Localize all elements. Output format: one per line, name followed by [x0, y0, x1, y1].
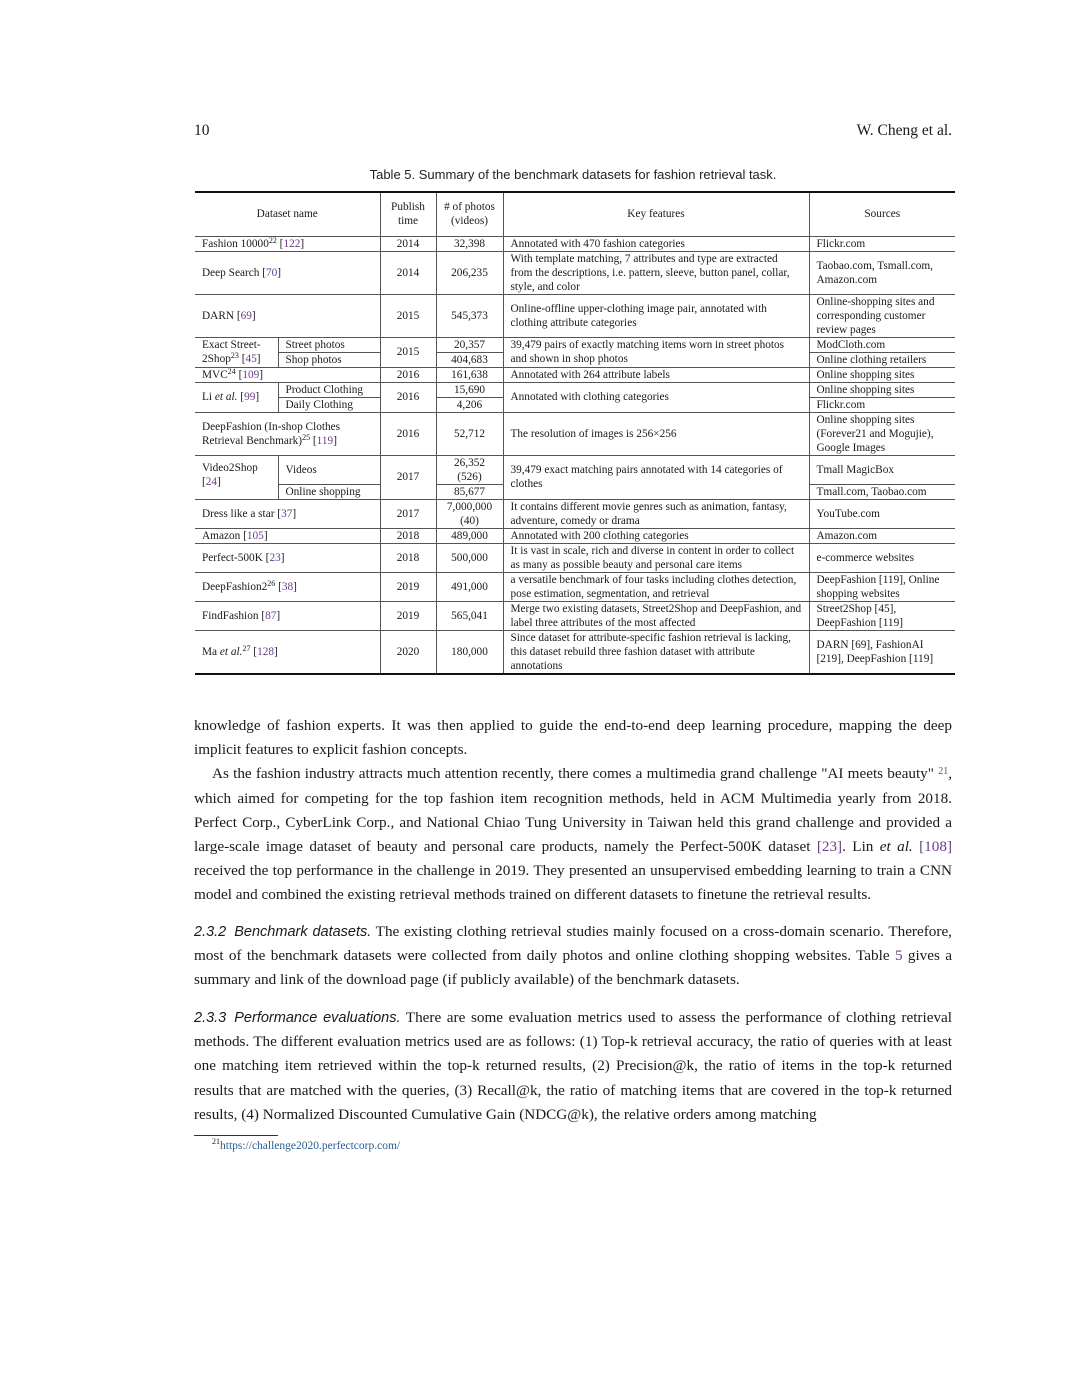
- sources: DARN [69], FashionAI [219], DeepFashion [119]: [809, 630, 955, 674]
- col-header-features: Key features: [503, 192, 809, 236]
- citation-link[interactable]: [108]: [919, 838, 953, 856]
- table-row: [195, 499, 955, 528]
- subset-label: Daily Clothing: [278, 397, 380, 412]
- subset-label: Street photos: [278, 337, 380, 352]
- publish-year: 2015: [380, 294, 436, 337]
- dataset-name: Ma et al.$^{27}$ [128]: [195, 630, 380, 674]
- table-row: [195, 236, 955, 251]
- photo-count: 52,712: [436, 412, 503, 455]
- citation-link[interactable]: 119: [316, 434, 334, 447]
- citation-link[interactable]: 128: [257, 645, 275, 658]
- key-features: Annotated with 470 fashion categories: [503, 236, 809, 251]
- citation-link[interactable]: 109: [242, 368, 260, 381]
- citation-link[interactable]: 37: [281, 507, 293, 520]
- sources: Online shopping sites (Forever21 and Mogujie), Google Images: [809, 412, 955, 455]
- dataset-name: DARN [69]: [195, 294, 380, 337]
- key-features: Online-offline upper-clothing image pair, annotated with clothing attribute categories: [503, 294, 809, 337]
- table-row: [195, 455, 955, 484]
- key-features: Annotated with 264 attribute labels: [503, 367, 809, 382]
- key-features: Since dataset for attribute-specific fashion retrieval is lacking, this dataset rebuild three fashion dataset with attribute annotations: [503, 630, 809, 674]
- col-header-photos: # of photos (videos): [436, 192, 503, 236]
- key-features: It contains different movie genres such as animation, fantasy, adventure, comedy or drama: [503, 499, 809, 528]
- key-features: Merge two existing datasets, Street2Shop and DeepFashion, and label three attributes of the most affected: [503, 601, 809, 630]
- key-features: a versatile benchmark of four tasks including clothes detection, pose estimation, segmentation, and retrieval: [503, 572, 809, 601]
- publish-year: 2017: [380, 455, 436, 499]
- publish-year: 2017: [380, 499, 436, 528]
- publish-year: 2014: [380, 251, 436, 294]
- table-ref-link[interactable]: 5: [894, 947, 903, 965]
- publish-year: 2018: [380, 528, 436, 543]
- photo-count: 20,357: [436, 337, 503, 352]
- citation-link[interactable]: 45: [245, 353, 257, 365]
- sources: Online clothing retailers: [809, 352, 955, 367]
- photo-count: 565,041: [436, 601, 503, 630]
- key-features: 39,479 pairs of exactly matching items worn in street photos and shown in shop photos: [503, 337, 809, 367]
- page-number: 10: [194, 122, 210, 139]
- subset-label: Product Clothing: [278, 382, 380, 397]
- sources: YouTube.com: [809, 499, 955, 528]
- section-title: Performance evaluations.: [234, 1010, 401, 1026]
- citation-link[interactable]: 122: [283, 237, 301, 250]
- footnote-link[interactable]: https://challenge2020.perfectcorp.com/: [220, 1140, 401, 1152]
- dataset-name: MVC$^{24}$ [109]: [195, 367, 380, 382]
- citation-link[interactable]: 23: [269, 551, 281, 564]
- table-row: [195, 294, 955, 337]
- sources: Online shopping sites: [809, 382, 955, 397]
- photo-count: 15,690: [436, 382, 503, 397]
- publish-year: 2016: [380, 367, 436, 382]
- subset-label: Online shopping: [278, 484, 380, 499]
- benchmark-table: [195, 191, 955, 675]
- sources: Tmall.com, Taobao.com: [809, 484, 955, 499]
- citation-link[interactable]: 69: [240, 309, 252, 322]
- photo-count: 404,683: [436, 352, 503, 367]
- sources: Online shopping sites: [809, 367, 955, 382]
- dataset-name: $DeepFashion2^{26}$ [38]: [195, 572, 380, 601]
- photo-count: 85,677: [436, 484, 503, 499]
- body-section: [194, 714, 952, 908]
- dataset-name: FindFashion [87]: [195, 601, 380, 630]
- footnote-divider: [194, 1135, 278, 1136]
- photo-count: 7,000,000 (40): [436, 499, 503, 528]
- photo-count: 4,206: [436, 397, 503, 412]
- paragraph: 2.3.2 Benchmark datasets. The existing clothing retrieval studies mainly focused on a cross-domain scenario. Therefore, most of the benchmark datasets were collected from daily photos and online clothing shopping websites. Table 5 gives a summary and link of the download page (if publicly available) of the benchmark datasets.: [194, 923, 952, 989]
- footnote: [212, 1137, 401, 1152]
- dataset-name: Perfect-500K [23]: [195, 543, 380, 572]
- photo-count: 161,638: [436, 367, 503, 382]
- publish-year: 2014: [380, 236, 436, 251]
- photo-count: 545,373: [436, 294, 503, 337]
- photo-count: 500,000: [436, 543, 503, 572]
- key-features: The resolution of images is 256×256: [503, 412, 809, 455]
- publish-year: 2018: [380, 543, 436, 572]
- table-row: [195, 382, 955, 397]
- sources: ModCloth.com: [809, 337, 955, 352]
- col-header-sources: Sources: [809, 192, 955, 236]
- key-features: With template matching, 7 attributes and type are extracted from the descriptions, i.e. pattern, sleeve, button panel, collar, style, and color: [503, 251, 809, 294]
- dataset-name: Fashion 10000$^{22}$ [122]: [195, 236, 380, 251]
- photo-count: 491,000: [436, 572, 503, 601]
- section-number: 2.3.3: [194, 1010, 227, 1026]
- sources: Online-shopping sites and corresponding customer review pages: [809, 294, 955, 337]
- section-2-3-2: [194, 920, 952, 993]
- citation-link[interactable]: [23]: [816, 838, 843, 856]
- table-row: [195, 412, 955, 455]
- photo-count: 206,235: [436, 251, 503, 294]
- section-2-3-3: [194, 1006, 952, 1127]
- sources: Taobao.com, Tsmall.com, Amazon.com: [809, 251, 955, 294]
- sources: e-commerce websites: [809, 543, 955, 572]
- dataset-name: Deep Search [70]: [195, 251, 380, 294]
- section-title: Benchmark datasets.: [234, 924, 372, 940]
- citation-link[interactable]: 105: [246, 529, 264, 542]
- table-row: [195, 601, 955, 630]
- dataset-name: DeepFashion (In-shop Clothes Retrieval Benchmark)$^{25}$ [119]: [195, 412, 380, 455]
- sources: Amazon.com: [809, 528, 955, 543]
- publish-year: 2020: [380, 630, 436, 674]
- sources: Tmall MagicBox: [809, 455, 955, 484]
- page-header: [194, 122, 952, 140]
- sources: Flickr.com: [809, 236, 955, 251]
- col-header-dataset: Dataset name: [195, 192, 380, 236]
- table-row: [195, 543, 955, 572]
- key-features: It is vast in scale, rich and diverse in content in order to collect as many as possible beauty and personal care items: [503, 543, 809, 572]
- sources: Flickr.com: [809, 397, 955, 412]
- running-title: W. Cheng et al.: [856, 122, 952, 139]
- photo-count: 32,398: [436, 236, 503, 251]
- table-row: [195, 251, 955, 294]
- table-row: [195, 367, 955, 382]
- publish-year: 2015: [380, 337, 436, 367]
- sources: DeepFashion [119], Online shopping websites: [809, 572, 955, 601]
- footnote-ref[interactable]: 21: [938, 766, 949, 778]
- table-header-row: [195, 192, 955, 236]
- subset-label: Videos: [278, 455, 380, 484]
- paragraph: 2.3.3 Performance evaluations. There are some evaluation metrics used to assess the performance of clothing retrieval methods. The different evaluation metrics used are as follows: (1) Top-k retrieval accuracy, the ratio of queries with at least one matching item retrieved within the top-k returned results, (2) Precision@k, the ratio of items in the top-k returned results that are matched with the queries, (3) Recall@k, the ratio of matching items that are covered in the top-k returned results, (4) Normalized Discounted Cumulative Gain (NDCG@k), the relative orders among matching: [194, 1009, 953, 1123]
- section-number: 2.3.2: [194, 924, 227, 940]
- dataset-name: Video2Shop [24]: [195, 455, 278, 499]
- dataset-name: Li et al. [99]: [195, 382, 278, 412]
- publish-year: 2016: [380, 382, 436, 412]
- photo-count: 180,000: [436, 630, 503, 674]
- table-row: [195, 572, 955, 601]
- table-row: [195, 630, 955, 674]
- citation-link[interactable]: 99: [244, 391, 256, 403]
- footnote-mark: 21: [212, 1137, 220, 1146]
- citation-link[interactable]: 87: [265, 609, 277, 622]
- key-features: 39,479 exact matching pairs annotated with 14 categories of clothes: [503, 455, 809, 499]
- publish-year: 2019: [380, 601, 436, 630]
- table-row: [195, 337, 955, 352]
- publish-year: 2019: [380, 572, 436, 601]
- dataset-name: Dress like a star [37]: [195, 499, 380, 528]
- paragraph: knowledge of fashion experts. It was then applied to guide the end-to-end deep learning procedure, mapping the deep implicit features to explicit fashion concepts.: [194, 717, 952, 759]
- photo-count: 489,000: [436, 528, 503, 543]
- citation-link[interactable]: 70: [266, 266, 278, 279]
- col-header-publish: Publish time: [380, 192, 436, 236]
- sources: Street2Shop [45], DeepFashion [119]: [809, 601, 955, 630]
- paragraph: As the fashion industry attracts much attention recently, there comes a multimedia grand challenge "AI meets beauty" $^{21}$, which aimed for competing for the top fashion item recognition methods, held in ACM Multimedia yearly from 2018. Perfect Corp., CyberLink Corp., and National Chiao Tung University in Taiwan held this grand challenge and provided a large-scale image dataset of beauty and personal care products, namely the Perfect-500K dataset [23]. Lin et al. [108] received the top performance in the challenge in 2019. They presented an unsupervised embedding learning to train a CNN model and combined the existing retrieval methods trained on different datasets to finetune the retrieval results.: [194, 765, 953, 904]
- table-caption: Table 5. Summary of the benchmark datasets for fashion retrieval task.: [369, 167, 777, 182]
- key-features: Annotated with 200 clothing categories: [503, 528, 809, 543]
- publish-year: 2016: [380, 412, 436, 455]
- citation-link[interactable]: 38: [281, 580, 294, 593]
- dataset-name: Amazon [105]: [195, 528, 380, 543]
- subset-label: Shop photos: [278, 352, 380, 367]
- table-row: [195, 528, 955, 543]
- dataset-name: Exact Street-2Shop$^{23}$ [45]: [195, 337, 278, 367]
- key-features: Annotated with clothing categories: [503, 382, 809, 412]
- photo-count: 26,352 (526): [436, 455, 503, 484]
- citation-link[interactable]: 24: [205, 475, 218, 488]
